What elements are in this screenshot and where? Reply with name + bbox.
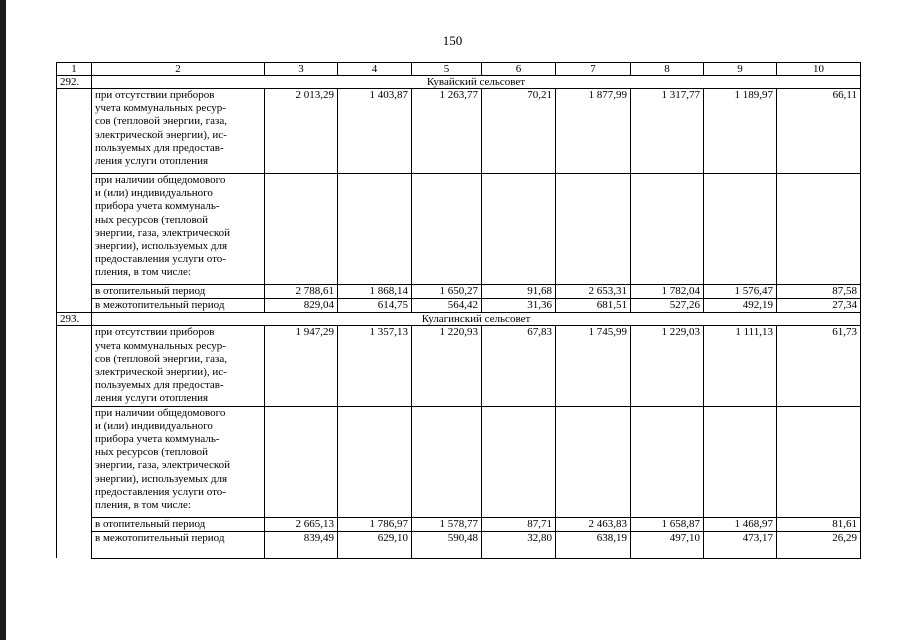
row-number-cell (57, 299, 92, 313)
table-row (57, 326, 861, 406)
row-number-cell (57, 174, 92, 285)
value-cell-col-3: 1 947,29 (265, 326, 338, 406)
value-cell-col-9: 1 111,13 (704, 326, 777, 406)
table-row (57, 89, 861, 174)
description-line: предоставления услуги ото- (95, 253, 226, 266)
value-cell-col-3 (265, 174, 338, 285)
value-cell-col-9: 1 468,97 (704, 517, 777, 531)
value-cell-col-10: 81,61 (777, 517, 861, 531)
table-row (57, 299, 861, 313)
value-cell-col-10 (777, 406, 861, 517)
value-cell-col-4: 1 357,13 (338, 326, 412, 406)
section-title: Кулагинский сельсовет (92, 313, 861, 326)
value-cell-col-8: 527,26 (631, 299, 704, 313)
section-number: 293. (57, 313, 92, 326)
description-line: ления услуги отопления (95, 392, 209, 405)
value-cell-col-10 (777, 174, 861, 285)
value-cell-col-3: 839,49 (265, 531, 338, 558)
value-cell-col-5: 1 578,77 (412, 517, 482, 531)
value-cell-col-8: 1 658,87 (631, 517, 704, 531)
row-number-cell (57, 89, 92, 174)
row-description (92, 406, 265, 517)
value-cell-col-7: 638,19 (556, 531, 631, 558)
table-row (57, 285, 861, 299)
row-number-cell (57, 517, 92, 531)
row-number-cell (57, 406, 92, 517)
row-description (92, 326, 265, 406)
value-cell-col-7 (556, 406, 631, 517)
row-description (92, 285, 265, 299)
value-cell-col-10: 61,73 (777, 326, 861, 406)
value-cell-col-8: 1 229,03 (631, 326, 704, 406)
description-line: при наличии общедомового (95, 174, 226, 186)
value-cell-col-8 (631, 406, 704, 517)
column-number: 10 (777, 63, 861, 76)
value-cell-col-6 (482, 174, 556, 285)
description-line: пления, в том числе: (95, 266, 191, 279)
value-cell-col-9: 492,19 (704, 299, 777, 313)
value-cell-col-5: 1 263,77 (412, 89, 482, 174)
description-line: пользуемых для предостав- (95, 141, 224, 154)
description-line: и (или) индивидуального (95, 419, 213, 432)
description-line: энергии, газа, электрической (95, 459, 231, 472)
row-number-cell (57, 285, 92, 299)
column-number: 9 (704, 63, 777, 76)
description-line: ных ресурсов (тепловой (95, 446, 208, 459)
description-line: в отопительный период (95, 285, 206, 297)
value-cell-col-10: 26,29 (777, 531, 861, 558)
description-line: пления, в том числе: (95, 499, 191, 512)
table-body (57, 63, 861, 559)
description-line: при наличии общедомового (95, 406, 226, 419)
value-cell-col-9 (704, 406, 777, 517)
value-cell-col-9 (704, 174, 777, 285)
description-line: энергии, газа, электрической (95, 226, 231, 239)
value-cell-col-8: 1 317,77 (631, 89, 704, 174)
description-line: в отопительный период (95, 517, 206, 530)
value-cell-col-6: 31,36 (482, 299, 556, 313)
value-cell-col-10: 27,34 (777, 299, 861, 313)
value-cell-col-8: 1 782,04 (631, 285, 704, 299)
description-line: электрической энергии), ис- (95, 366, 227, 379)
description-line: электрической энергии), ис- (95, 128, 227, 141)
column-number: 3 (265, 63, 338, 76)
value-cell-col-3 (265, 406, 338, 517)
description-line: учета коммунальных ресур- (95, 102, 226, 115)
row-description (92, 89, 265, 174)
description-line: сов (тепловой энергии, газа, (95, 352, 227, 365)
value-cell-col-4: 614,75 (338, 299, 412, 313)
value-cell-col-4: 1 786,97 (338, 517, 412, 531)
value-cell-col-7 (556, 174, 631, 285)
column-number: 5 (412, 63, 482, 76)
table-row (57, 531, 861, 558)
table-row (57, 517, 861, 531)
row-description (92, 517, 265, 531)
value-cell-col-5: 1 650,27 (412, 285, 482, 299)
section-number: 292. (57, 76, 92, 89)
row-description (92, 174, 265, 285)
value-cell-col-4 (338, 406, 412, 517)
description-line: сов (тепловой энергии, газа, (95, 115, 227, 128)
value-cell-col-5: 590,48 (412, 531, 482, 558)
value-cell-col-9: 1 576,47 (704, 285, 777, 299)
value-cell-col-8: 497,10 (631, 531, 704, 558)
description-line: учета коммунальных ресур- (95, 339, 226, 352)
description-line: энергии), используемых для (95, 472, 228, 485)
value-cell-col-5: 564,42 (412, 299, 482, 313)
description-line: ления услуги отопления (95, 155, 209, 168)
value-cell-col-3: 2 665,13 (265, 517, 338, 531)
value-cell-col-7: 2 463,83 (556, 517, 631, 531)
section-header-row (57, 313, 861, 326)
section-title: Кувайский сельсовет (92, 76, 861, 89)
value-cell-col-6: 87,71 (482, 517, 556, 531)
row-number-cell (57, 326, 92, 406)
value-cell-col-5 (412, 174, 482, 285)
value-cell-col-10: 66,11 (777, 89, 861, 174)
value-cell-col-7: 2 653,31 (556, 285, 631, 299)
table-row (57, 406, 861, 517)
value-cell-col-6: 32,80 (482, 531, 556, 558)
tariff-table (56, 62, 861, 559)
value-cell-col-7: 681,51 (556, 299, 631, 313)
value-cell-col-10: 87,58 (777, 285, 861, 299)
description-line: в межотопительный период (95, 299, 225, 312)
value-cell-col-8 (631, 174, 704, 285)
column-number: 7 (556, 63, 631, 76)
description-line: пользуемых для предостав- (95, 379, 224, 392)
column-number: 1 (57, 63, 92, 76)
row-description (92, 299, 265, 313)
description-line: энергии), используемых для (95, 240, 228, 253)
value-cell-col-4: 629,10 (338, 531, 412, 558)
value-cell-col-3: 829,04 (265, 299, 338, 313)
value-cell-col-6: 67,83 (482, 326, 556, 406)
value-cell-col-3: 2 788,61 (265, 285, 338, 299)
page-number: 150 (442, 33, 463, 48)
description-line: прибора учета коммуналь- (95, 200, 220, 213)
description-line: при отсутствии приборов (95, 89, 215, 101)
table-row (57, 174, 861, 285)
description-line: и (или) индивидуального (95, 187, 213, 200)
value-cell-col-4 (338, 174, 412, 285)
description-line: при отсутствии приборов (95, 326, 215, 339)
description-line: прибора учета коммуналь- (95, 433, 220, 446)
value-cell-col-7: 1 745,99 (556, 326, 631, 406)
value-cell-col-6: 70,21 (482, 89, 556, 174)
value-cell-col-5: 1 220,93 (412, 326, 482, 406)
description-line: предоставления услуги ото- (95, 485, 226, 498)
scan-left-edge (0, 0, 6, 640)
section-header-row (57, 76, 861, 89)
value-cell-col-6: 91,68 (482, 285, 556, 299)
column-number: 2 (92, 63, 265, 76)
value-cell-col-3: 2 013,29 (265, 89, 338, 174)
value-cell-col-4: 1 403,87 (338, 89, 412, 174)
description-line: в межотопительный период (95, 531, 225, 544)
column-number: 8 (631, 63, 704, 76)
description-line: ных ресурсов (тепловой (95, 213, 208, 226)
value-cell-col-6 (482, 406, 556, 517)
value-cell-col-4: 1 868,14 (338, 285, 412, 299)
column-number-row (57, 63, 861, 76)
value-cell-col-9: 1 189,97 (704, 89, 777, 174)
row-description (92, 531, 265, 558)
value-cell-col-5 (412, 406, 482, 517)
value-cell-col-7: 1 877,99 (556, 89, 631, 174)
row-number-cell (57, 531, 92, 558)
value-cell-col-9: 473,17 (704, 531, 777, 558)
column-number: 4 (338, 63, 412, 76)
column-number: 6 (482, 63, 556, 76)
